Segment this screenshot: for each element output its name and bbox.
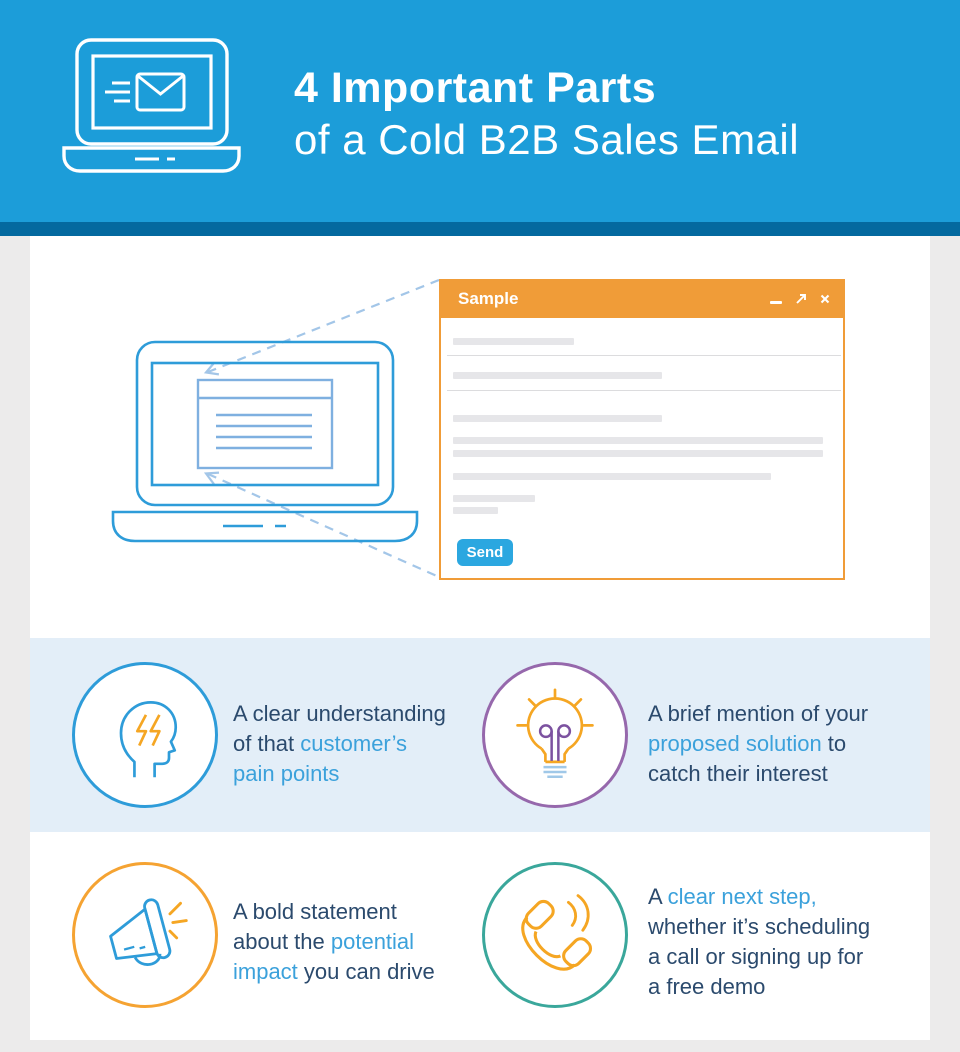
send-button[interactable]: Send xyxy=(457,539,513,566)
window-title: Sample xyxy=(458,288,519,308)
feature-clear-next-step-text xyxy=(648,882,870,1002)
text-line: proposed solution to xyxy=(648,731,847,756)
text-line: A clear next step, xyxy=(648,884,817,909)
laptop-email-icon xyxy=(58,36,248,176)
text-line: catch their interest xyxy=(648,761,828,786)
feature-proposed-solution-text xyxy=(648,699,868,789)
field-divider xyxy=(447,390,841,391)
field-divider xyxy=(447,355,841,356)
phone-icon xyxy=(507,887,603,983)
close-icon[interactable] xyxy=(820,294,830,304)
minimize-icon[interactable] xyxy=(770,301,782,304)
placeholder-text-line xyxy=(453,338,574,345)
header xyxy=(0,0,960,222)
placeholder-text-line xyxy=(453,507,498,514)
megaphone-icon xyxy=(97,887,193,983)
feature-clear-next-step-circle xyxy=(482,862,628,1008)
window-controls xyxy=(770,293,830,305)
placeholder-text-line xyxy=(453,473,771,480)
header-accent-strip xyxy=(0,222,960,236)
feature-potential-impact-text xyxy=(233,897,435,987)
text-line: a call or signing up for xyxy=(648,944,864,969)
lightbulb-icon xyxy=(507,687,603,783)
placeholder-text-line xyxy=(453,415,662,422)
window-titlebar xyxy=(439,279,845,318)
feature-potential-impact-circle xyxy=(72,862,218,1008)
page-title-line1: 4 Important Parts xyxy=(294,64,657,112)
page-title xyxy=(294,62,799,166)
placeholder-text-line xyxy=(453,450,823,457)
text-line: A bold statement xyxy=(233,899,397,924)
placeholder-text-line xyxy=(453,437,823,444)
placeholder-text-line xyxy=(453,372,662,379)
expand-icon[interactable] xyxy=(795,293,807,305)
head-lightning-icon xyxy=(97,687,193,783)
sample-email-window xyxy=(439,279,845,580)
text-line: about the potential xyxy=(233,929,415,954)
feature-pain-points-text xyxy=(233,699,446,789)
page-title-line2: of a Cold B2B Sales Email xyxy=(294,116,800,163)
text-line: pain points xyxy=(233,761,340,786)
laptop-browser-window-icon xyxy=(105,337,425,549)
text-line: a free demo xyxy=(648,974,766,999)
text-line: A brief mention of your xyxy=(648,701,869,726)
text-line: impact you can drive xyxy=(233,959,435,984)
feature-proposed-solution-circle xyxy=(482,662,628,808)
text-line: A clear understanding xyxy=(233,701,446,726)
text-line: of that customer’s xyxy=(233,731,408,756)
feature-pain-points-circle xyxy=(72,662,218,808)
placeholder-text-line xyxy=(453,495,535,502)
text-line: whether it’s scheduling xyxy=(648,914,871,939)
